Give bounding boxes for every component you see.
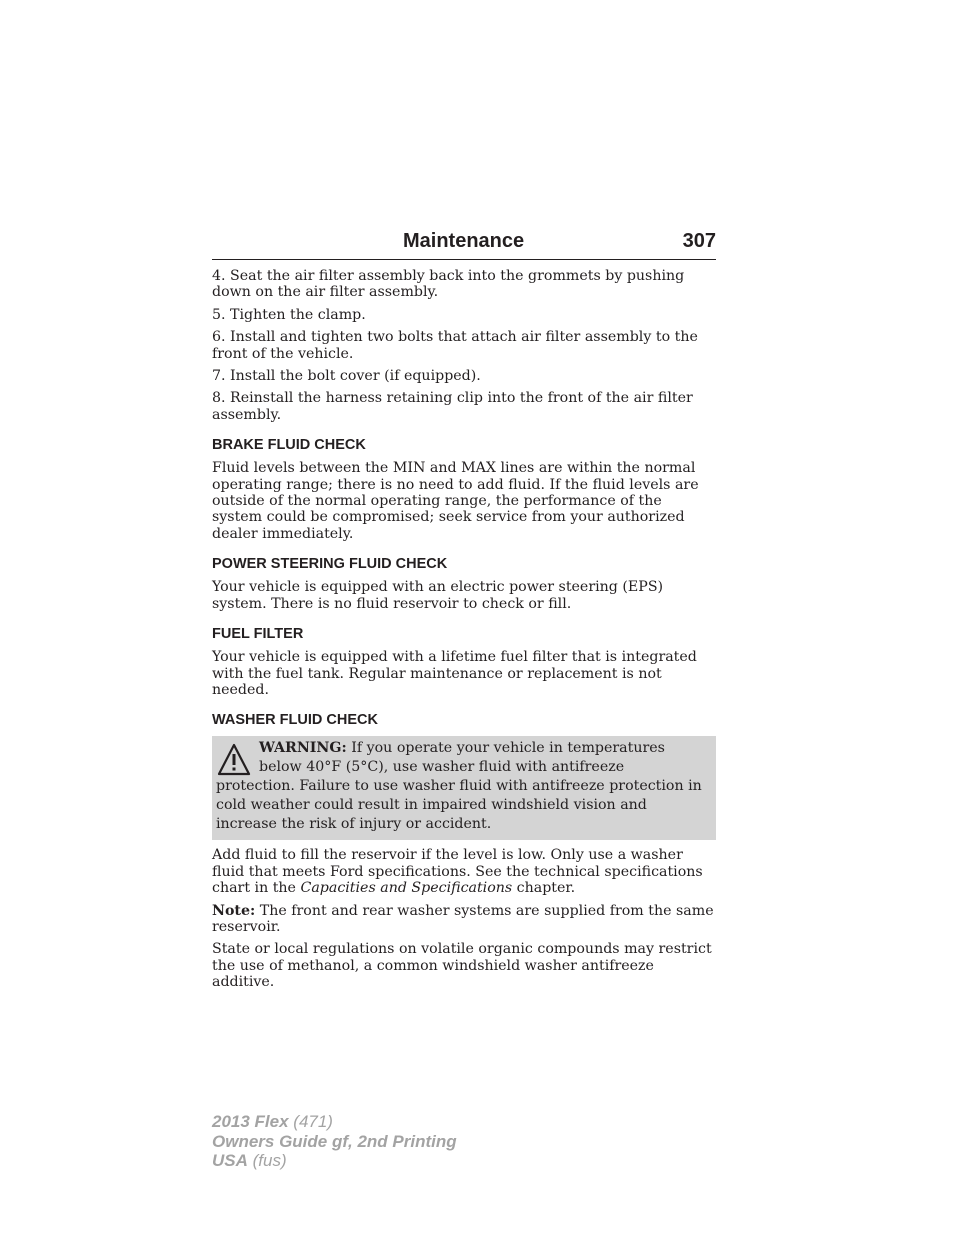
footer-model: 2013 Flex <box>212 1112 289 1131</box>
warning-label: WARNING: <box>259 740 347 757</box>
add-fluid-tail: chapter. <box>512 880 576 897</box>
footer-model-line <box>212 1112 457 1132</box>
add-fluid-paragraph <box>212 847 716 896</box>
page-number: 307 <box>682 230 716 252</box>
note-paragraph <box>212 903 716 936</box>
page-header <box>212 229 716 260</box>
fuel-filter-heading: FUEL FILTER <box>212 626 304 643</box>
footer-market: USA <box>212 1151 248 1170</box>
step-8: 8. Reinstall the harness retaining clip into the front of the air filter assembly. <box>212 390 693 423</box>
warning-text: If you operate your vehicle in temperatures below 40°F (5°C), use washer fluid with antifreeze protection. Failure to use washer fluid with antifreeze protection in cold weather could result in impaired windshield vision and increase the risk of injury or accident. <box>216 740 702 833</box>
power-steering-heading: POWER STEERING FLUID CHECK <box>212 556 448 573</box>
step-7: 7. Install the bolt cover (if equipped). <box>212 368 481 385</box>
warning-box <box>212 736 716 840</box>
regulations-paragraph: State or local regulations on volatile organic compounds may restrict the use of methanol, a common windshield washer antifreeze additive. <box>212 941 712 991</box>
document-footer <box>212 1112 457 1171</box>
step-4: 4. Seat the air filter assembly back into the grommets by pushing down on the air filter assembly. <box>212 268 685 301</box>
brake-fluid-body: Fluid levels between the MIN and MAX lines are within the normal operating range; there is no need to add fluid. If the fluid levels are outside of the normal operating range, the performance of the system could be compromised; seek service from your authorized dealer immediately. <box>212 460 699 542</box>
fuel-filter-body: Your vehicle is equipped with a lifetime fuel filter that is integrated with the fuel tank. Regular maintenance or replacement is not needed. <box>212 649 697 698</box>
page-content <box>212 268 716 997</box>
footer-market-line <box>212 1151 457 1171</box>
step-5: 5. Tighten the clamp. <box>212 306 366 323</box>
footer-guide: Owners Guide gf, 2nd Printing <box>212 1131 457 1151</box>
note-text: The front and rear washer systems are supplied from the same reservoir. <box>212 902 714 935</box>
warning-triangle-icon <box>217 743 251 777</box>
capacities-reference: Capacities and Specifications <box>300 880 513 897</box>
brake-fluid-heading: BRAKE FLUID CHECK <box>212 437 366 454</box>
footer-model-code: (471) <box>288 1112 333 1131</box>
washer-fluid-heading: WASHER FLUID CHECK <box>212 712 378 729</box>
footer-market-code: (fus) <box>247 1151 287 1170</box>
add-fluid-text: Add fluid to fill the reservoir if the level is low. Only use a washer fluid that meets Ford specifications. See the technical specifications chart in the <box>212 847 703 897</box>
step-6: 6. Install and tighten two bolts that attach air filter assembly to the front of the vehicle. <box>212 329 698 362</box>
note-label: Note: <box>212 902 256 919</box>
section-title: Maintenance <box>403 230 525 252</box>
footer-guide-line <box>212 1132 457 1152</box>
power-steering-body: Your vehicle is equipped with an electric power steering (EPS) system. There is no fluid reservoir to check or fill. <box>212 579 664 612</box>
